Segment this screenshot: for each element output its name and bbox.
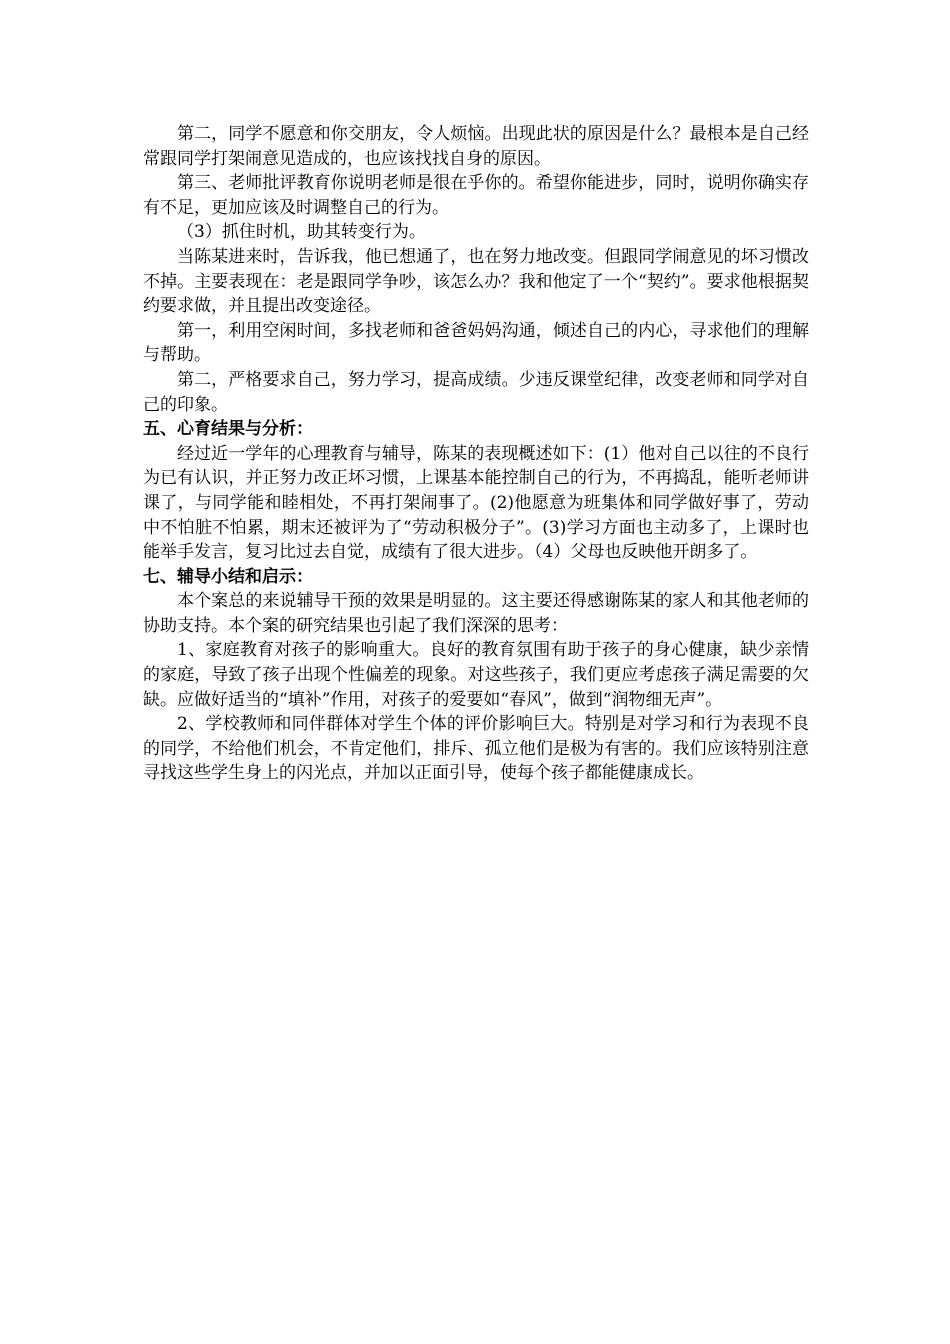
- paragraph: 经过近一学年的心理教育与辅导，陈某的表现概述如下：(1）他对自己以往的不良行为已有认识，并正努力改正坏习惯，上课基本能控制自己的行为，不再捣乱，能听老师讲课了，与同学能和睦相处，不再打架闹事了。(2)他愿意为班集体和同学做好事了，劳动中不怕脏不怕累，期末还被评为了“劳动积极分子”。(3)学习方面也主动多了，上课时也能举手发言，复习比过去自觉，成绩有了很大进步。（4）父母也反映他开朗多了。: [143, 443, 809, 563]
- section-heading-summary: 七、辅导小结和启示：: [143, 566, 313, 587]
- paragraph: 本个案总的来说辅导干预的效果是明显的。这主要还得感谢陈某的家人和其他老师的协助支持。本个案的研究结果也引起了我们深深的思考：: [143, 591, 809, 636]
- paragraph: 当陈某进来时，告诉我，他已想通了，也在努力地改变。但跟同学闹意见的坏习惯改不掉。主要表现在：老是跟同学争吵，该怎么办？我和他定了一个“契约”。要求他根据契约要求做，并且提出改变途径。: [143, 246, 809, 317]
- paragraph: 第三、老师批评教育你说明老师是很在乎你的。希望你能进步，同时，说明你确实存有不足，更加应该及时调整自己的行为。: [143, 173, 809, 218]
- paragraph: 第二，同学不愿意和你交朋友，令人烦恼。出现此状的原因是什么？最根本是自己经常跟同学打架闹意见造成的，也应该找找自身的原因。: [143, 124, 809, 169]
- paragraph: （3）抓住时机，助其转变行为。: [177, 222, 426, 243]
- paragraph: 1、家庭教育对孩子的影响重大。良好的教育氛围有助于孩子的身心健康，缺少亲情的家庭，导致了孩子出现个性偏差的现象。对这些孩子，我们更应考虑孩子满足需要的欠缺。应做好适当的“填补”作用，对孩子的爱要如“春风”，做到“润物细无声”。: [143, 640, 809, 710]
- paragraph: 2、学校教师和同伴群体对学生个体的评价影响巨大。特别是对学习和行为表现不良的同学，不给他们机会，不肯定他们，排斥、孤立他们是极为有害的。我们应该特别注意寻找这些学生身上的闪光点，并加以正面引导，使每个孩子都能健康成长。: [143, 714, 809, 784]
- section-heading-results: 五、心育结果与分析：: [143, 419, 313, 440]
- paragraph: 第二，严格要求自己，努力学习，提高成绩。少违反课堂纪律，改变老师和同学对自己的印象。: [143, 369, 809, 415]
- paragraph: 第一，利用空闲时间，多找老师和爸爸妈妈沟通，倾述自己的内心，寻求他们的理解与帮助。: [143, 320, 809, 366]
- document-page: [143, 122, 809, 786]
